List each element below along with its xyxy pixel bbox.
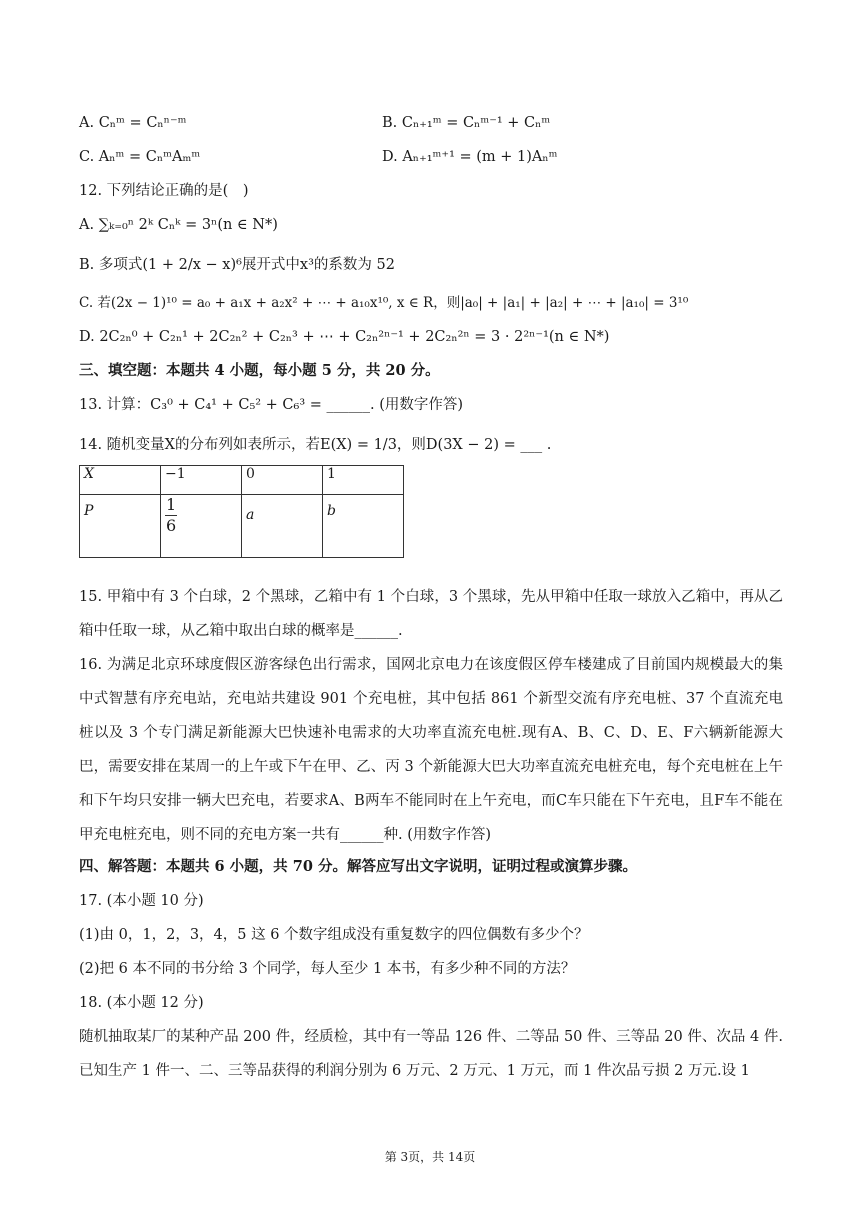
question-14: 14. 随机变量X的分布列如表所示，若E(X) = 1/3，则D(3X − 2) = ___ . <box>79 437 552 453</box>
question-18-body: 随机抽取某厂的某种产品 200 件，经质检，其中有一等品 126 件、二等品 50 件、三等品 20 件、次品 4 件.已知生产 1 件一、二、三等品获得的利润分别为 6 万元、2 万元、1 万元，而 1 件次品亏损 2 万元.设 1 <box>79 1029 783 1079</box>
table-cell: b <box>323 495 404 558</box>
option-12a: A. ∑ₖ₌₀ⁿ 2ᵏ Cₙᵏ = 3ⁿ(n ∈ N*) <box>79 217 278 233</box>
question-16: 16. 为满足北京环球度假区游客绿色出行需求，国网北京电力在该度假区停车楼建成了目前国内规模最大的集中式智慧有序充电站，充电站共建设 901 个充电桩，其中包括 861 个新型交流有序充电桩、37 个直流充电桩以及 3 个专门满足新能源大巴快速补电需求的大功率直流充电桩.现有A、B、C、D、E、F六辆新能源大巴，需要安排在某周一的上午或下午在甲、乙、丙 3 个新能源大巴大功率直流充电桩充电，每个充电桩在上午和下午均只安排一辆大巴充电，若要求A、B两车不能同时在上午充电，而C车只能在下午充电，且F车不能在甲充电桩充电，则不同的充电方案一共有______种. (用数字作答) <box>79 657 783 843</box>
table-cell: −1 <box>161 466 242 495</box>
option-11d: D. Aₙ₊₁ᵐ⁺¹ = (m + 1)Aₙᵐ <box>382 149 558 165</box>
question-17-part1: (1)由 0，1，2，3，4，5 这 6 个数字组成没有重复数字的四位偶数有多少个？ <box>79 927 589 943</box>
question-17-part2: (2)把 6 本不同的书分给 3 个同学，每人至少 1 本书，有多少种不同的方法？ <box>79 961 576 977</box>
table-row <box>80 495 404 558</box>
table-cell: X <box>80 466 161 495</box>
option-12d: D. 2C₂ₙ⁰ + C₂ₙ¹ + 2C₂ₙ² + C₂ₙ³ + ⋯ + C₂ₙ²ⁿ⁻¹ + 2C₂ₙ²ⁿ = 3 · 2²ⁿ⁻¹(n ∈ N*) <box>79 329 610 345</box>
option-12b: B. 多项式(1 + 2/x − x)⁶展开式中x³的系数为 52 <box>79 257 395 273</box>
table-cell: a <box>242 495 323 558</box>
table-row <box>80 466 404 495</box>
question-17-head: 17. (本小题 10 分) <box>79 893 204 909</box>
option-11c: C. Aₙᵐ = CₙᵐAₘᵐ <box>79 149 201 165</box>
question-18-head: 18. (本小题 12 分) <box>79 995 204 1011</box>
table-cell: 1 <box>323 466 404 495</box>
question-12-stem: 12. 下列结论正确的是( ) <box>79 183 249 199</box>
option-11a: A. Cₙᵐ = Cₙⁿ⁻ᵐ <box>79 115 187 131</box>
question-15: 15. 甲箱中有 3 个白球，2 个黑球，乙箱中有 1 个白球，3 个黑球，先从甲箱中任取一球放入乙箱中，再从乙箱中任取一球，从乙箱中取出白球的概率是______. <box>79 589 783 639</box>
distribution-table <box>79 465 404 558</box>
table-cell: P <box>80 495 161 558</box>
page-footer: 第 3页，共 14页 <box>384 1150 476 1164</box>
fraction-denominator: 6 <box>166 516 177 535</box>
table-cell: 0 <box>242 466 323 495</box>
section-3-heading: 三、填空题：本题共 4 小题，每小题 5 分，共 20 分。 <box>79 362 440 379</box>
fraction-cell <box>161 495 242 558</box>
option-12c: C. 若(2x − 1)¹⁰ = a₀ + a₁x + a₂x² + ⋯ + a₁₀x¹⁰, x ∈ R，则|a₀| + |a₁| + |a₂| + ⋯ + |a₁₀| = 3¹⁰ <box>79 295 689 311</box>
section-4-heading: 四、解答题：本题共 6 小题，共 70 分。解答应写出文字说明，证明过程或演算步骤。 <box>79 858 637 875</box>
fraction-numerator: 1 <box>166 495 177 514</box>
option-11b: B. Cₙ₊₁ᵐ = Cₙᵐ⁻¹ + Cₙᵐ <box>382 115 551 131</box>
question-13: 13. 计算：C₃⁰ + C₄¹ + C₅² + C₆³ = ______. (用数字作答) <box>79 397 464 413</box>
